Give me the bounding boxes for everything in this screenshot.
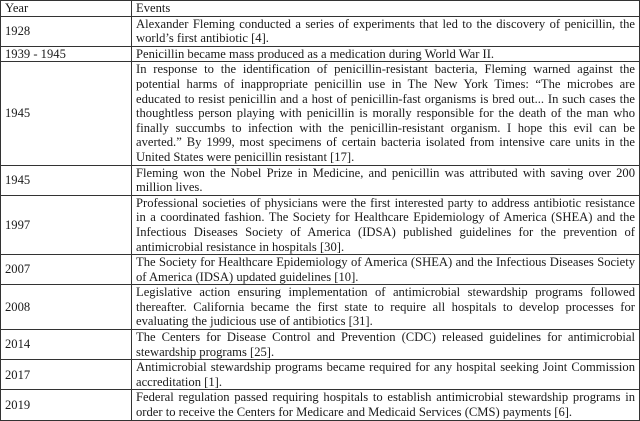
year-cell: 2019 xyxy=(1,390,132,420)
year-cell: 2017 xyxy=(1,360,132,390)
year-column-header: Year xyxy=(1,1,132,17)
event-cell: The Society for Healthcare Epidemiology of America (SHEA) and the Infectious Diseases Society of America (IDSA) updated guidelines [10]. xyxy=(132,255,640,285)
table-row xyxy=(1,360,640,390)
table-row xyxy=(1,16,640,46)
table-row xyxy=(1,46,640,62)
events-column-header: Events xyxy=(132,1,640,17)
table-row xyxy=(1,195,640,254)
year-cell: 1939 - 1945 xyxy=(1,46,132,62)
table-row xyxy=(1,255,640,285)
event-cell: In response to the identification of penicillin-resistant bacteria, Fleming warned against the potential harms of inappropriate penicillin use in The New York Times: “The microbes are educated to resist penicillin and a host of penicillin-fast organisms is bred out... In such cases the thoughtless person playing with penicillin is morally responsible for the death of the man who finally succumbs to infection with the penicillin-resistant organism. I hope this evil can be averted.” By 1999, most specimens of certain bacteria isolated from intensive care units in the United States were penicillin resistant [17]. xyxy=(132,62,640,165)
table-row xyxy=(1,62,640,165)
event-cell: Fleming won the Nobel Prize in Medicine, and penicillin was attributed with saving over 200 million lives. xyxy=(132,165,640,195)
event-cell: The Centers for Disease Control and Prevention (CDC) released guidelines for antimicrobial stewardship programs [25]. xyxy=(132,330,640,360)
table-row xyxy=(1,165,640,195)
event-cell: Antimicrobial stewardship programs became required for any hospital seeking Joint Commission accreditation [1]. xyxy=(132,360,640,390)
event-cell: Penicillin became mass produced as a medication during World War II. xyxy=(132,46,640,62)
year-cell: 1928 xyxy=(1,16,132,46)
table-row xyxy=(1,390,640,420)
table-row xyxy=(1,330,640,360)
year-cell: 1945 xyxy=(1,165,132,195)
year-cell: 1997 xyxy=(1,195,132,254)
year-cell: 2008 xyxy=(1,285,132,330)
table-row xyxy=(1,285,640,330)
event-cell: Legislative action ensuring implementation of antimicrobial stewardship programs followed thereafter. California became the first state to require all hospitals to develop processes for evaluating the judicious use of antibiotics [31]. xyxy=(132,285,640,330)
header-row xyxy=(1,1,640,17)
event-cell: Professional societies of physicians were the first interested party to address antibiotic resistance in a coordinated fashion. The Society for Healthcare Epidemiology of America (SHEA) and the Infectious Diseases Society of America (IDSA) published guidelines for the prevention of antimicrobial resistance in hospitals [30]. xyxy=(132,195,640,254)
event-cell: Federal regulation passed requiring hospitals to establish antimicrobial stewardship programs in order to receive the Centers for Medicare and Medicaid Services (CMS) payments [6]. xyxy=(132,390,640,420)
event-cell: Alexander Fleming conducted a series of experiments that led to the discovery of penicillin, the world’s first antibiotic [4]. xyxy=(132,16,640,46)
year-cell: 1945 xyxy=(1,62,132,165)
year-cell: 2007 xyxy=(1,255,132,285)
year-cell: 2014 xyxy=(1,330,132,360)
